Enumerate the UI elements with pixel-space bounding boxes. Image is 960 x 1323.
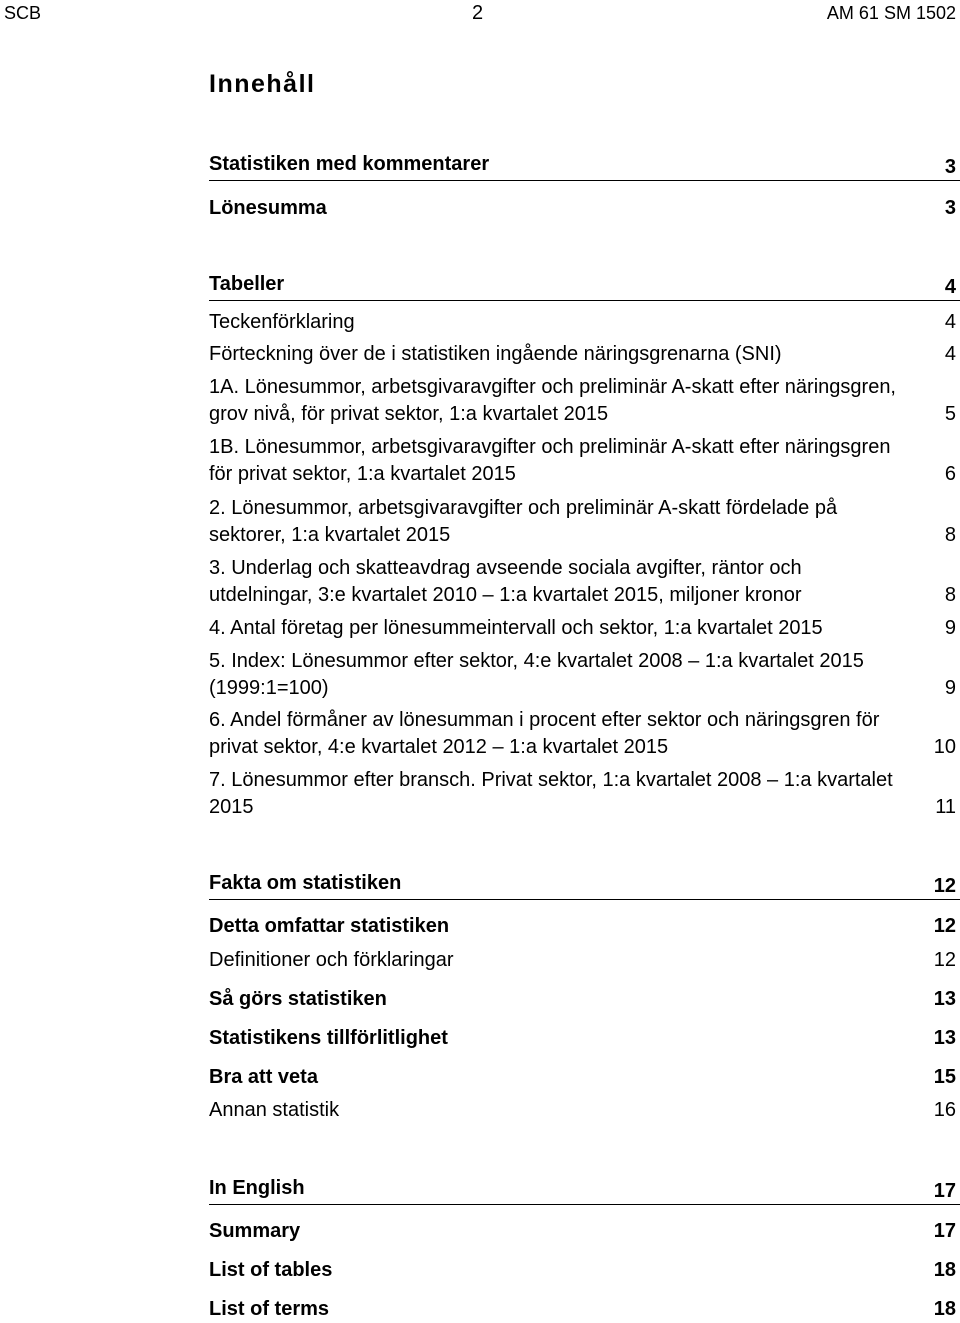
toc-entry[interactable] bbox=[209, 986, 956, 1013]
toc-entry-page: 4 bbox=[944, 343, 956, 365]
toc-entry-page: 13 bbox=[933, 1027, 956, 1049]
toc-entry-title: 1A. Lönesummor, arbetsgivaravgifter och preliminär A-skatt efter näringsgren, grov nivå, för privat sektor, 1:a kvartalet 2015 bbox=[209, 376, 896, 425]
toc-heading: Innehåll bbox=[209, 70, 316, 98]
toc-entry-page: 13 bbox=[933, 988, 956, 1010]
toc-entry-title: Teckenförklaring bbox=[209, 311, 355, 333]
toc-entry[interactable] bbox=[209, 374, 956, 428]
toc-entry[interactable] bbox=[209, 309, 956, 336]
toc-entry[interactable] bbox=[209, 555, 956, 609]
header-left-label: SCB bbox=[4, 3, 42, 23]
toc-entry-page: 4 bbox=[944, 276, 956, 298]
toc-entry-title: Förteckning över de i statistiken ingående näringsgrenarna (SNI) bbox=[209, 343, 782, 365]
toc-entry-page: 16 bbox=[933, 1099, 956, 1121]
toc-entry[interactable] bbox=[209, 947, 956, 974]
toc-entry-title: Statistikens tillförlitlighet bbox=[209, 1027, 448, 1049]
toc-entry-page: 17 bbox=[933, 1220, 956, 1242]
toc-entry[interactable] bbox=[209, 648, 956, 702]
toc-entry-page: 12 bbox=[933, 875, 956, 897]
toc-entry[interactable] bbox=[209, 151, 956, 181]
toc-entry-page: 8 bbox=[944, 584, 956, 606]
toc-entry[interactable] bbox=[209, 615, 956, 642]
toc-entry-title: Summary bbox=[209, 1220, 301, 1242]
toc-entry[interactable] bbox=[209, 1097, 956, 1124]
toc-entry[interactable] bbox=[209, 1257, 956, 1284]
toc-entry-title: In English bbox=[209, 1175, 960, 1205]
toc-entry-page: 17 bbox=[933, 1180, 956, 1202]
toc-entry-title: List of tables bbox=[209, 1259, 333, 1281]
toc-entry-title: 2. Lönesummor, arbetsgivaravgifter och preliminär A-skatt fördelade på sektorer, 1:a kvartalet 2015 bbox=[209, 497, 838, 546]
toc-entry-page: 9 bbox=[944, 617, 956, 639]
toc-entry[interactable] bbox=[209, 707, 956, 761]
toc-entry-page: 6 bbox=[944, 463, 956, 485]
toc-entry-title: Detta omfattar statistiken bbox=[209, 915, 450, 937]
toc-entry[interactable] bbox=[209, 767, 956, 821]
toc-entry-page: 3 bbox=[944, 156, 956, 178]
toc-entry-page: 11 bbox=[935, 796, 956, 818]
toc-entry[interactable] bbox=[209, 1218, 956, 1245]
toc-entry-title: 4. Antal företag per lönesummeintervall och sektor, 1:a kvartalet 2015 bbox=[209, 617, 823, 639]
toc-entry-title: Definitioner och förklaringar bbox=[209, 949, 454, 971]
toc-entry[interactable] bbox=[209, 1175, 956, 1205]
toc-entry[interactable] bbox=[209, 1064, 956, 1091]
toc-entry[interactable] bbox=[209, 341, 956, 368]
toc-entry-page: 12 bbox=[933, 915, 956, 937]
toc-entry-title: List of terms bbox=[209, 1298, 330, 1320]
toc-entry-page: 10 bbox=[933, 736, 956, 758]
toc-entry-title: 1B. Lönesummor, arbetsgivaravgifter och preliminär A-skatt efter näringsgren för privat sektor, 1:a kvartalet 2015 bbox=[209, 436, 891, 485]
toc-entry[interactable] bbox=[209, 434, 956, 488]
toc-entry-title: Så görs statistiken bbox=[209, 988, 387, 1010]
toc-entry-title: 6. Andel förmåner av lönesumman i procent efter sektor och näringsgren för privat sektor, 4:e kvartalet 2012 – 1:a kvartalet 2015 bbox=[209, 709, 880, 758]
toc-entry-title: Tabeller bbox=[209, 271, 960, 301]
toc-entry[interactable] bbox=[209, 495, 956, 549]
toc-entry-page: 12 bbox=[933, 949, 956, 971]
toc-entry[interactable] bbox=[209, 1025, 956, 1052]
toc-entry[interactable] bbox=[209, 1296, 956, 1323]
header-right-label: AM 61 SM 1502 bbox=[826, 3, 956, 23]
toc-entry-title: Statistiken med kommentarer bbox=[209, 151, 960, 181]
toc-entry-page: 9 bbox=[944, 677, 956, 699]
toc-entry[interactable] bbox=[209, 913, 956, 940]
toc-entry-page: 3 bbox=[944, 197, 956, 219]
toc-entry-title: 7. Lönesummor efter bransch. Privat sektor, 1:a kvartalet 2008 – 1:a kvartalet 2015 bbox=[209, 769, 893, 818]
toc-entry-page: 18 bbox=[933, 1259, 956, 1281]
header-page-number: 2 bbox=[472, 2, 484, 24]
toc-entry-title: Annan statistik bbox=[209, 1099, 340, 1121]
toc-entry[interactable] bbox=[209, 271, 956, 301]
toc-entry-page: 8 bbox=[944, 524, 956, 546]
toc-entry-page: 4 bbox=[944, 311, 956, 333]
toc-entry-title: 5. Index: Lönesummor efter sektor, 4:e kvartalet 2008 – 1:a kvartalet 2015 (1999:1=100) bbox=[209, 650, 864, 699]
toc-entry[interactable] bbox=[209, 195, 956, 222]
toc-entry-title: Bra att veta bbox=[209, 1066, 318, 1088]
toc-entry-title: Lönesumma bbox=[209, 197, 327, 219]
toc-entry-page: 18 bbox=[933, 1298, 956, 1320]
toc-entry[interactable] bbox=[209, 870, 956, 900]
toc-entry-title: Fakta om statistiken bbox=[209, 870, 960, 900]
toc-entry-page: 5 bbox=[944, 403, 956, 425]
toc-entry-page: 15 bbox=[933, 1066, 956, 1088]
toc-entry-title: 3. Underlag och skatteavdrag avseende sociala avgifter, räntor och utdelningar, 3:e kvartalet 2010 – 1:a kvartalet 2015, miljoner kronor bbox=[209, 557, 802, 606]
